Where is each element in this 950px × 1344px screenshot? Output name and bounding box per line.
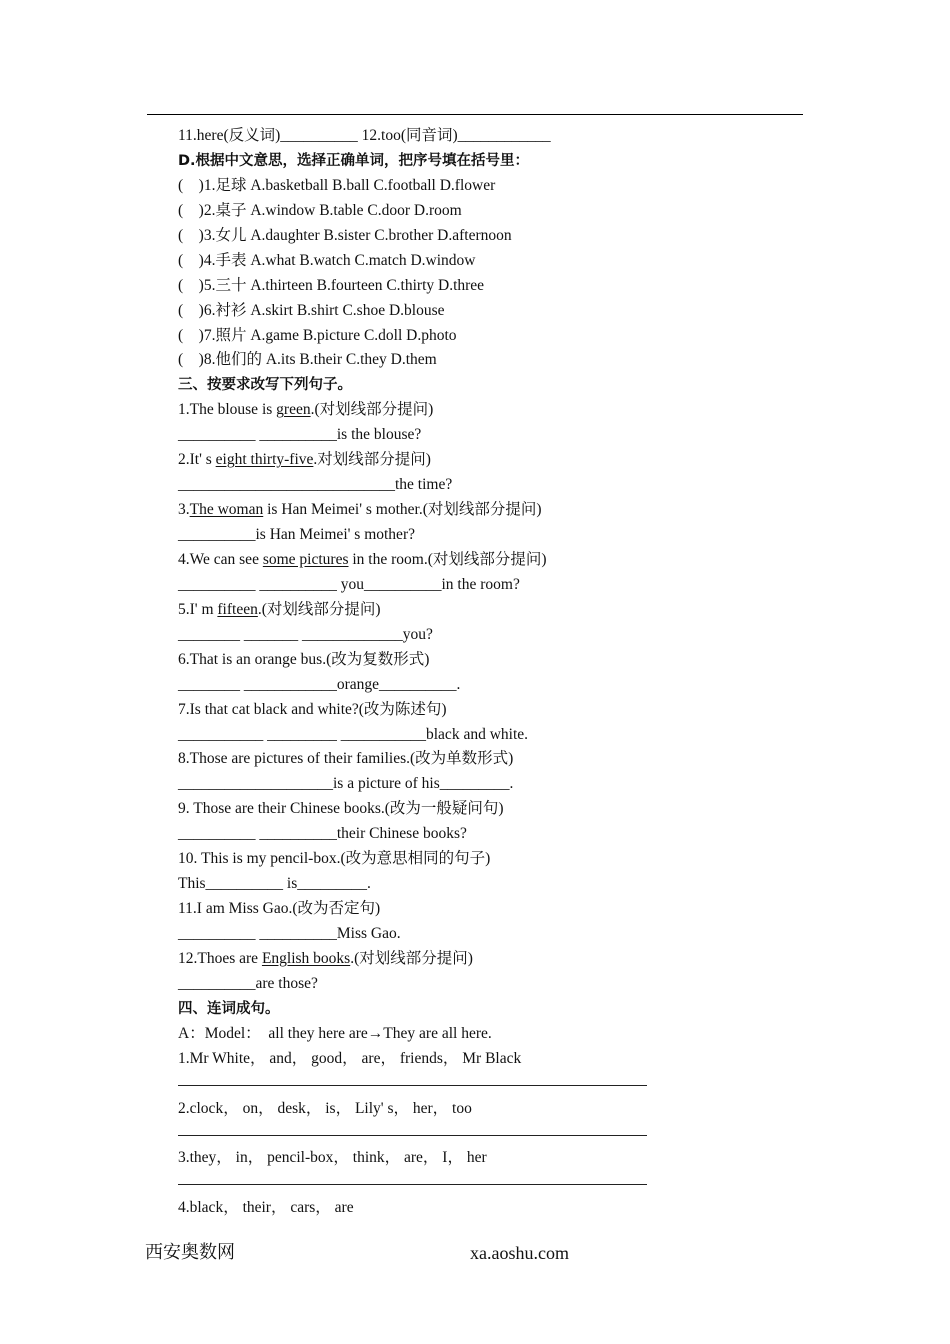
answer-rule <box>178 1171 798 1196</box>
worksheet-body <box>178 124 798 1221</box>
section-d-heading: D.根据中文意思，选择正确单词，把序号填在括号里： <box>178 152 530 169</box>
answer-line-4: __________ __________ you__________in the room? <box>178 575 520 593</box>
word-order-item: 2.clock， on， desk， is， Lily' s， her， too <box>178 1099 472 1117</box>
underlined-part: English books <box>261 949 351 967</box>
question-2: 2.It' s eight thirty-five.对划线部分提问) <box>178 451 431 469</box>
section-4-heading: 四、连词成句。 <box>178 1000 280 1017</box>
question-5: 5.I' m fifteen.(对划线部分提问) <box>178 600 381 618</box>
answer-line-8: ____________________is a picture of his_________. <box>178 775 514 793</box>
question-11: 11.I am Miss Gao.(改为否定句) <box>178 900 381 918</box>
answer-line-10: This__________ is_________. <box>178 875 371 893</box>
section-d-item: ( )6.衬衫 A.skirt B.shirt C.shoe D.blouse <box>178 301 445 319</box>
answer-line-2: ____________________________the time? <box>178 476 453 494</box>
answer-line-7: ___________ _________ ___________black and white. <box>178 725 529 743</box>
question-12: 12.Thoes are English books.(对划线部分提问) <box>178 949 473 967</box>
header-rule <box>147 114 803 115</box>
answer-line-1: __________ __________is the blouse? <box>178 426 422 444</box>
question-3: 3.The woman is Han Meimei' s mother.(对划线部分提问) <box>178 501 542 519</box>
underlined-part: green <box>276 401 311 419</box>
section-3-heading: 三、按要求改写下列句子。 <box>178 377 352 394</box>
answer-line-3: __________is Han Meimei' s mother? <box>178 526 415 543</box>
section-d-item: ( )2.桌子 A.window B.table C.door D.room <box>178 201 462 219</box>
section-d-item: ( )5.三十 A.thirteen B.fourteen C.thirty D.three <box>178 276 485 294</box>
underlined-part: some pictures <box>262 550 349 568</box>
underlined-part: eight thirty-five <box>215 451 314 469</box>
section-d-item: ( )7.照片 A.game B.picture C.doll D.photo <box>178 326 457 344</box>
word-order-item: 1.Mr White， and， good， are， friends， Mr Black <box>178 1049 522 1067</box>
question-6: 6.That is an orange bus.(改为复数形式) <box>178 650 430 668</box>
answer-line-5: ________ _______ _____________you? <box>178 625 433 643</box>
underlined-part: The woman <box>189 501 264 519</box>
section-d-item: ( )3.女儿 A.daughter B.sister C.brother D.afternoon <box>178 226 512 244</box>
answer-rule <box>178 1122 798 1147</box>
question-8: 8.Those are pictures of their families.(改为单数形式) <box>178 750 514 768</box>
answer-line-11: __________ __________Miss Gao. <box>178 925 401 942</box>
answer-rule <box>178 1072 798 1097</box>
answer-line-12: __________are those? <box>178 974 318 992</box>
word-order-item: 4.black， their， cars， are <box>178 1199 354 1217</box>
footer-site-name: 西安奥数网 <box>145 1242 235 1263</box>
question-4: 4.We can see some pictures in the room.(对划线部分提问) <box>178 550 547 568</box>
footer-site-url[interactable]: xa.aoshu.com <box>470 1243 569 1263</box>
answer-line-6: ________ ____________orange__________. <box>178 675 461 693</box>
section-d-item: ( )8.他们的 A.its B.their C.they D.them <box>178 351 437 369</box>
section-d-item: ( )1.足球 A.basketball B.ball C.football D.flower <box>178 176 496 194</box>
question-10: 10. This is my pencil-box.(改为意思相同的句子) <box>178 850 491 868</box>
top-line: 11.here(反义词)__________ 12.too(同音词)____________ <box>178 127 551 144</box>
question-7: 7.Is that cat black and white?(改为陈述句) <box>178 700 447 718</box>
question-1: 1.The blouse is green.(对划线部分提问) <box>178 401 434 419</box>
model-line: A：Model： all they here are→They are all here. <box>178 1024 492 1042</box>
answer-line-9: __________ __________their Chinese books? <box>178 825 467 843</box>
underlined-part: fifteen <box>217 600 258 618</box>
section-d-item: ( )4.手表 A.what B.watch C.match D.window <box>178 251 476 269</box>
word-order-item: 3.they， in， pencil-box， think， are， I， her <box>178 1149 487 1167</box>
question-9: 9. Those are their Chinese books.(改为一般疑问句) <box>178 800 504 818</box>
